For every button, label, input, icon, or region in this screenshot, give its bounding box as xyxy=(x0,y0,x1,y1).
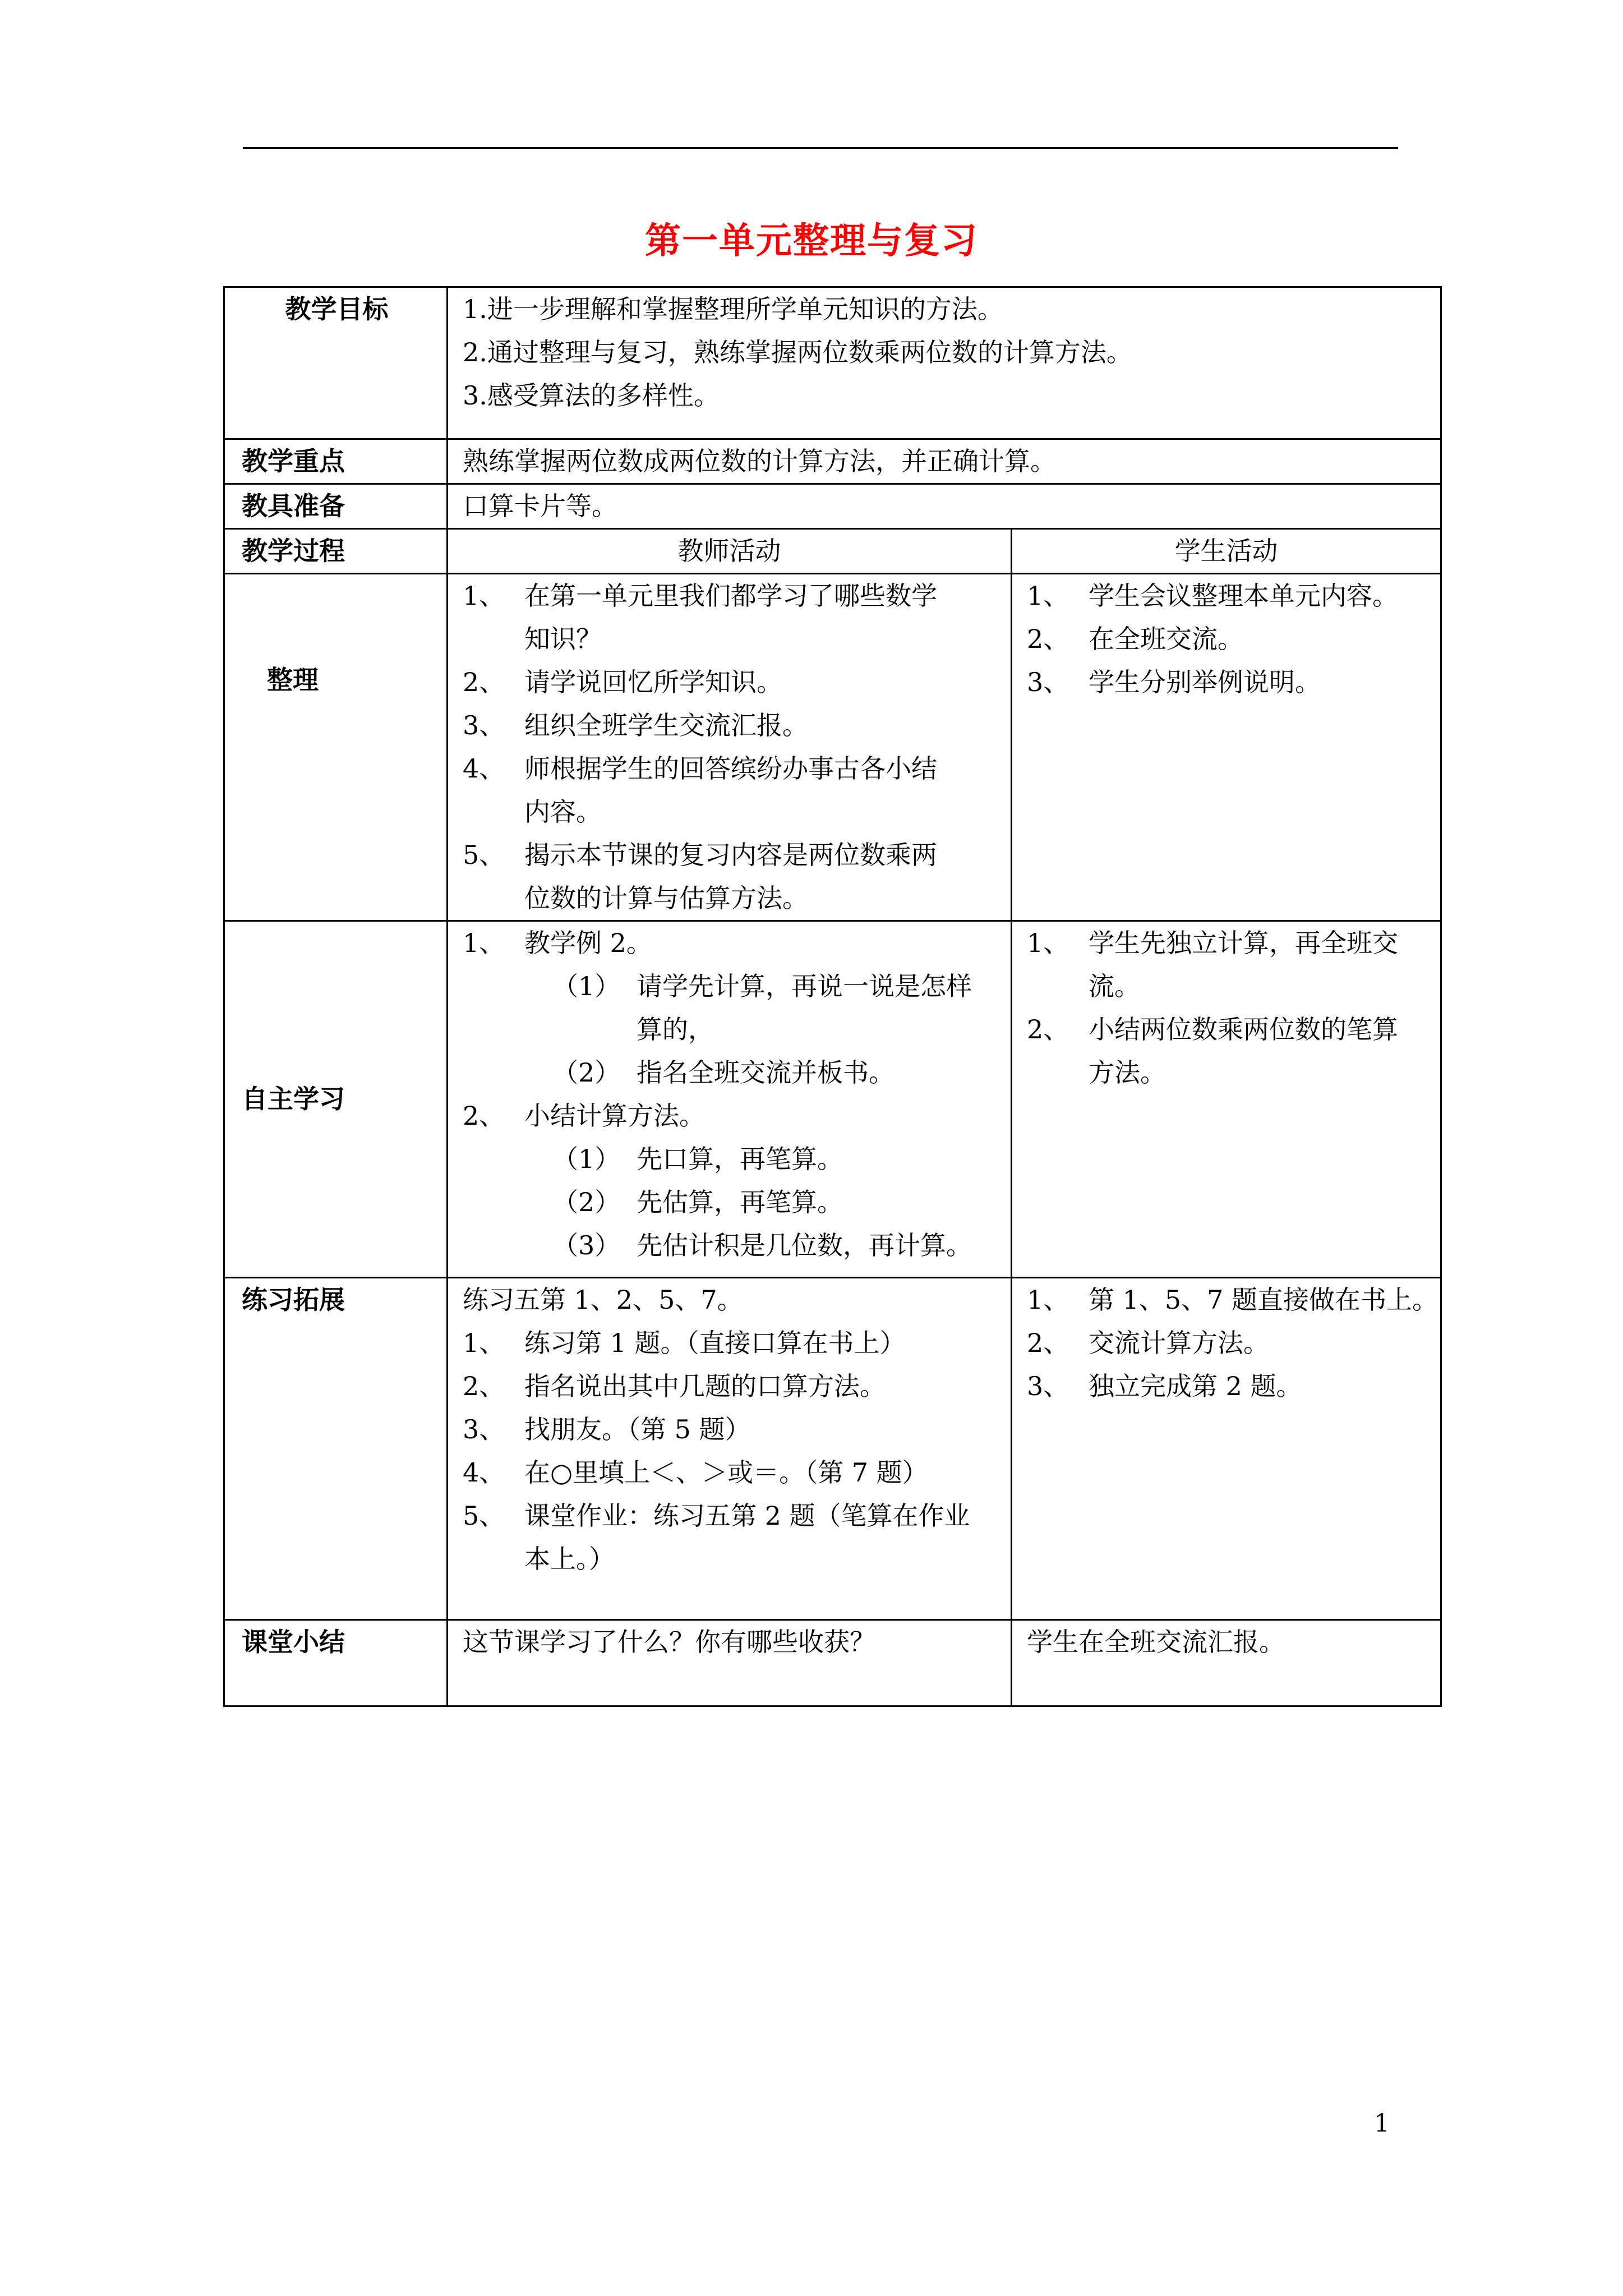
item-number: 1、 xyxy=(1027,928,1069,958)
page-number: 1 xyxy=(1374,2109,1390,2138)
list-item xyxy=(463,1451,996,1494)
organize-label xyxy=(224,574,448,921)
row-focus xyxy=(224,439,1441,484)
item-text-cont: 流。 xyxy=(1089,971,1140,1001)
item-text: 课堂作业：练习五第 2 题（笔算在作业 xyxy=(524,1501,970,1531)
item-number: （3） xyxy=(552,1230,621,1260)
item-number: 3、 xyxy=(463,1414,505,1444)
item-text: 学生先独立计算，再全班交 xyxy=(1089,928,1398,958)
list-item xyxy=(463,704,996,747)
item-text-cont: 方法。 xyxy=(1089,1057,1166,1088)
item-text: 在○里填上＜、＞或＝。（第 7 题） xyxy=(524,1457,928,1488)
goal-item: 1.进一步理解和掌握整理所学单元知识的方法。 xyxy=(463,294,1003,324)
item-number: 2、 xyxy=(1027,1328,1069,1358)
goals-content xyxy=(448,287,1441,439)
teacher-activity-header: 教师活动 xyxy=(448,529,1012,574)
item-text: 在全班交流。 xyxy=(1089,624,1243,654)
item-number: 4、 xyxy=(463,753,505,784)
tools-label: 教具准备 xyxy=(224,484,448,529)
focus-label: 教学重点 xyxy=(224,439,448,484)
item-text: 先估计积是几位数，再计算。 xyxy=(637,1230,972,1260)
list-item xyxy=(1027,1278,1438,1322)
item-text: 第 1、5、7 题直接做在书上。 xyxy=(1089,1285,1438,1315)
item-number: 2、 xyxy=(1027,624,1069,654)
summary-teacher: 这节课学习了什么？你有哪些收获？ xyxy=(448,1620,1012,1706)
self-study-teacher xyxy=(448,921,1012,1278)
item-text-cont: 内容。 xyxy=(524,797,602,827)
item-text: 在第一单元里我们都学习了哪些数学 xyxy=(524,581,937,611)
row-goals xyxy=(224,287,1441,439)
item-number: 2、 xyxy=(463,667,505,697)
list-item xyxy=(463,1322,996,1365)
row-self-study xyxy=(224,921,1441,1278)
item-number: 3、 xyxy=(1027,667,1069,697)
item-text: 交流计算方法。 xyxy=(1089,1328,1269,1358)
item-number: 1、 xyxy=(1027,1285,1069,1315)
practice-teacher xyxy=(448,1278,1012,1620)
list-item xyxy=(463,1408,996,1451)
item-number: （2） xyxy=(552,1187,621,1217)
row-tools xyxy=(224,484,1441,529)
item-text: 先估算，再笔算。 xyxy=(637,1187,843,1217)
item-number: 1、 xyxy=(463,581,505,611)
item-number: （1） xyxy=(552,1144,621,1174)
self-study-student xyxy=(1012,921,1441,1278)
item-text: 先口算，再笔算。 xyxy=(637,1144,843,1174)
sub-list-item xyxy=(463,965,996,1051)
focus-text: 熟练掌握两位数成两位数的计算方法，并正确计算。 xyxy=(448,439,1441,484)
goals-label: 教学目标 xyxy=(224,287,448,439)
header-rule xyxy=(243,147,1398,149)
item-number: 1、 xyxy=(463,928,505,958)
list-item xyxy=(463,747,996,834)
item-text: 学生分别举例说明。 xyxy=(1089,667,1321,697)
item-text-cont: 算的， xyxy=(637,1014,714,1045)
sub-list-item xyxy=(463,1224,996,1267)
list-item xyxy=(463,1365,996,1408)
item-text-cont: 位数的计算与估算方法。 xyxy=(524,883,808,913)
item-number: 3、 xyxy=(463,710,505,740)
item-number: 2、 xyxy=(1027,1014,1069,1045)
item-text: 请学说回忆所学知识。 xyxy=(524,667,782,697)
list-item xyxy=(1027,661,1426,704)
practice-intro: 练习五第 1、2、5、7。 xyxy=(463,1285,743,1315)
item-number: 3、 xyxy=(1027,1371,1069,1401)
item-text: 学生会议整理本单元内容。 xyxy=(1089,581,1398,611)
summary-label: 课堂小结 xyxy=(224,1620,448,1706)
list-item xyxy=(463,574,996,661)
self-study-label: 自主学习 xyxy=(224,921,448,1278)
summary-student: 学生在全班交流汇报。 xyxy=(1012,1620,1441,1706)
goal-item: 3.感受算法的多样性。 xyxy=(463,380,720,411)
item-text: 指名全班交流并板书。 xyxy=(637,1057,895,1088)
organize-student xyxy=(1012,574,1441,921)
item-text: 指名说出其中几题的口算方法。 xyxy=(524,1371,886,1401)
item-number: （2） xyxy=(552,1057,621,1088)
list-item xyxy=(463,922,996,965)
item-text: 请学先计算，再说一说是怎样 xyxy=(637,971,972,1001)
item-number: 1、 xyxy=(1027,581,1069,611)
list-item xyxy=(1027,1322,1426,1365)
sub-list-item xyxy=(463,1138,996,1181)
item-text: 独立完成第 2 题。 xyxy=(1089,1371,1302,1401)
lesson-plan-table xyxy=(223,286,1442,1707)
row-process xyxy=(224,529,1441,574)
list-item xyxy=(1027,618,1426,661)
row-organize xyxy=(224,574,1441,921)
goal-item: 2.通过整理与复习，熟练掌握两位数乘两位数的计算方法。 xyxy=(463,337,1132,367)
item-text: 教学例 2。 xyxy=(524,928,652,958)
item-text: 揭示本节课的复习内容是两位数乘两 xyxy=(524,840,937,870)
organize-teacher xyxy=(448,574,1012,921)
item-text-cont: 本上。） xyxy=(524,1544,615,1574)
list-item xyxy=(1027,1365,1426,1408)
item-number: 2、 xyxy=(463,1371,505,1401)
list-item xyxy=(1027,574,1426,618)
item-text-cont: 知识？ xyxy=(524,624,602,654)
list-item xyxy=(1027,922,1426,1008)
item-number: 1、 xyxy=(463,1328,505,1358)
item-text: 组织全班学生交流汇报。 xyxy=(524,710,808,740)
organize-label-text: 整理 xyxy=(267,665,319,695)
list-item xyxy=(463,1094,996,1138)
process-label: 教学过程 xyxy=(224,529,448,574)
document-title: 第一单元整理与复习 xyxy=(645,220,978,262)
student-activity-header: 学生活动 xyxy=(1012,529,1441,574)
item-number: 5、 xyxy=(463,840,505,870)
item-number: 4、 xyxy=(463,1457,505,1488)
item-text: 师根据学生的回答缤纷办事古各小结 xyxy=(524,753,937,784)
list-item xyxy=(1027,1008,1426,1094)
sub-list-item xyxy=(463,1051,996,1094)
item-text: 练习第 1 题。（直接口算在书上） xyxy=(524,1328,906,1358)
tools-text: 口算卡片等。 xyxy=(448,484,1441,529)
practice-student xyxy=(1012,1278,1441,1620)
list-item xyxy=(463,834,996,920)
sub-list-item xyxy=(463,1181,996,1224)
item-number: （1） xyxy=(552,971,621,1001)
item-text: 找朋友。（第 5 题） xyxy=(524,1414,751,1444)
item-text: 小结计算方法。 xyxy=(524,1101,705,1131)
list-item xyxy=(463,661,996,704)
list-item xyxy=(463,1494,996,1581)
item-number: 2、 xyxy=(463,1101,505,1131)
row-summary xyxy=(224,1620,1441,1706)
practice-label: 练习拓展 xyxy=(224,1278,448,1620)
item-number: 5、 xyxy=(463,1501,505,1531)
row-practice xyxy=(224,1278,1441,1620)
item-text: 小结两位数乘两位数的笔算 xyxy=(1089,1014,1398,1045)
